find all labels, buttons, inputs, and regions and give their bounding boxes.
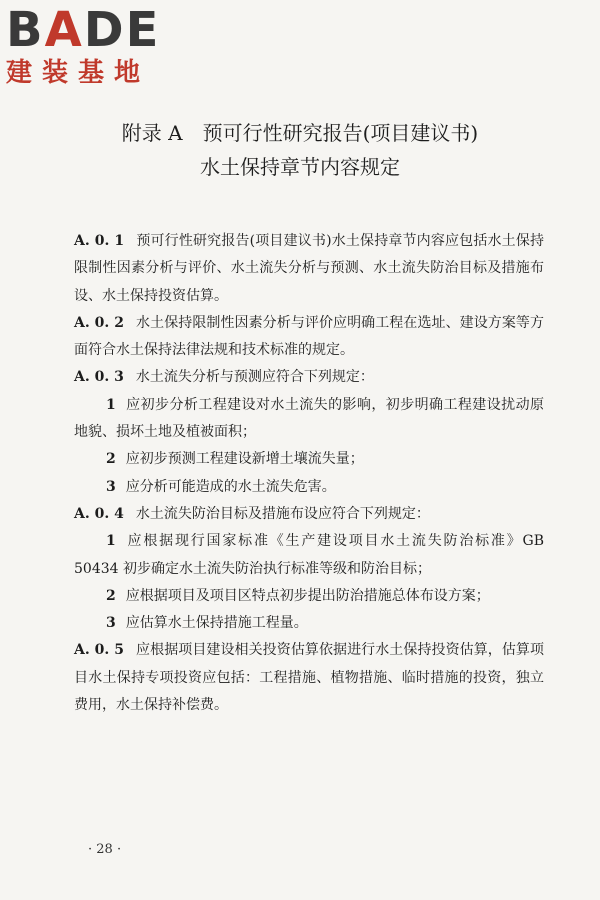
list-item bbox=[74, 583, 544, 610]
item-number: 3 bbox=[106, 615, 116, 632]
clause-text: 应根据项目建设相关投资估算依据进行水土保持投资估算，估算项目水土保持专项投资应包括：工程措施、植物措施、临时措施的投资，独立费用，水土保持补偿费。 bbox=[74, 642, 544, 714]
title-line-1: 附录 A 预可行性研究报告(项目建议书) bbox=[121, 121, 479, 145]
page-number: · 28 · bbox=[88, 842, 122, 857]
clause-text: 水土流失防治目标及措施布设应符合下列规定： bbox=[135, 505, 430, 522]
list-item bbox=[74, 528, 544, 583]
logo-subtitle: 建装基地 bbox=[6, 58, 151, 88]
clause-text: 预可行性研究报告(项目建议书)水土保持章节内容应包括水土保持限制性因素分析与评价、水土流失分析与预测、水土流失防治目标及措施布设、水土保持投资估算。 bbox=[74, 233, 544, 304]
clause-list bbox=[74, 228, 544, 719]
clause-a03 bbox=[74, 364, 544, 391]
item-text: 应根据项目及项目区特点初步提出防治措施总体布设方案； bbox=[125, 587, 490, 604]
clause-number: A. 0. 4 bbox=[74, 505, 124, 522]
item-number: 1 bbox=[106, 396, 116, 413]
item-text: 应初步分析工程建设对水土流失的影响，初步明确工程建设扰动原地貌、损坏土地及植被面积； bbox=[74, 396, 544, 441]
clause-a02 bbox=[74, 310, 544, 365]
logo-wordmark: BADE bbox=[6, 2, 161, 58]
item-number: 2 bbox=[106, 451, 116, 468]
item-number: 1 bbox=[106, 533, 116, 550]
item-number: 2 bbox=[106, 587, 116, 604]
logo bbox=[6, 4, 160, 88]
clause-a04 bbox=[74, 501, 544, 528]
item-text: 应初步预测工程建设新增土壤流失量； bbox=[125, 451, 364, 468]
list-item bbox=[74, 610, 544, 637]
clause-number: A. 0. 1 bbox=[74, 233, 125, 249]
appendix-title bbox=[0, 116, 600, 184]
item-text: 应分析可能造成的水土流失危害。 bbox=[125, 478, 336, 495]
list-item bbox=[74, 392, 544, 447]
clause-number: A. 0. 3 bbox=[74, 369, 124, 386]
title-line-2: 水土保持章节内容规定 bbox=[200, 155, 400, 179]
clause-text: 水土流失分析与预测应符合下列规定： bbox=[135, 369, 374, 386]
item-text: 应估算水土保持措施工程量。 bbox=[125, 615, 308, 632]
clause-a01 bbox=[74, 228, 544, 310]
clause-number: A. 0. 2 bbox=[74, 314, 124, 331]
list-item bbox=[74, 446, 544, 473]
item-text: 应根据现行国家标准《生产建设项目水土流失防治标准》GB 50434 初步确定水土流失防治执行标准等级和防治目标； bbox=[74, 533, 544, 577]
clause-text: 水土保持限制性因素分析与评价应明确工程在选址、建设方案等方面符合水土保持法律法规和技术标准的规定。 bbox=[74, 314, 544, 359]
item-number: 3 bbox=[106, 478, 116, 495]
list-item bbox=[74, 474, 544, 501]
clause-a05 bbox=[74, 637, 544, 719]
clause-number: A. 0. 5 bbox=[74, 642, 124, 659]
